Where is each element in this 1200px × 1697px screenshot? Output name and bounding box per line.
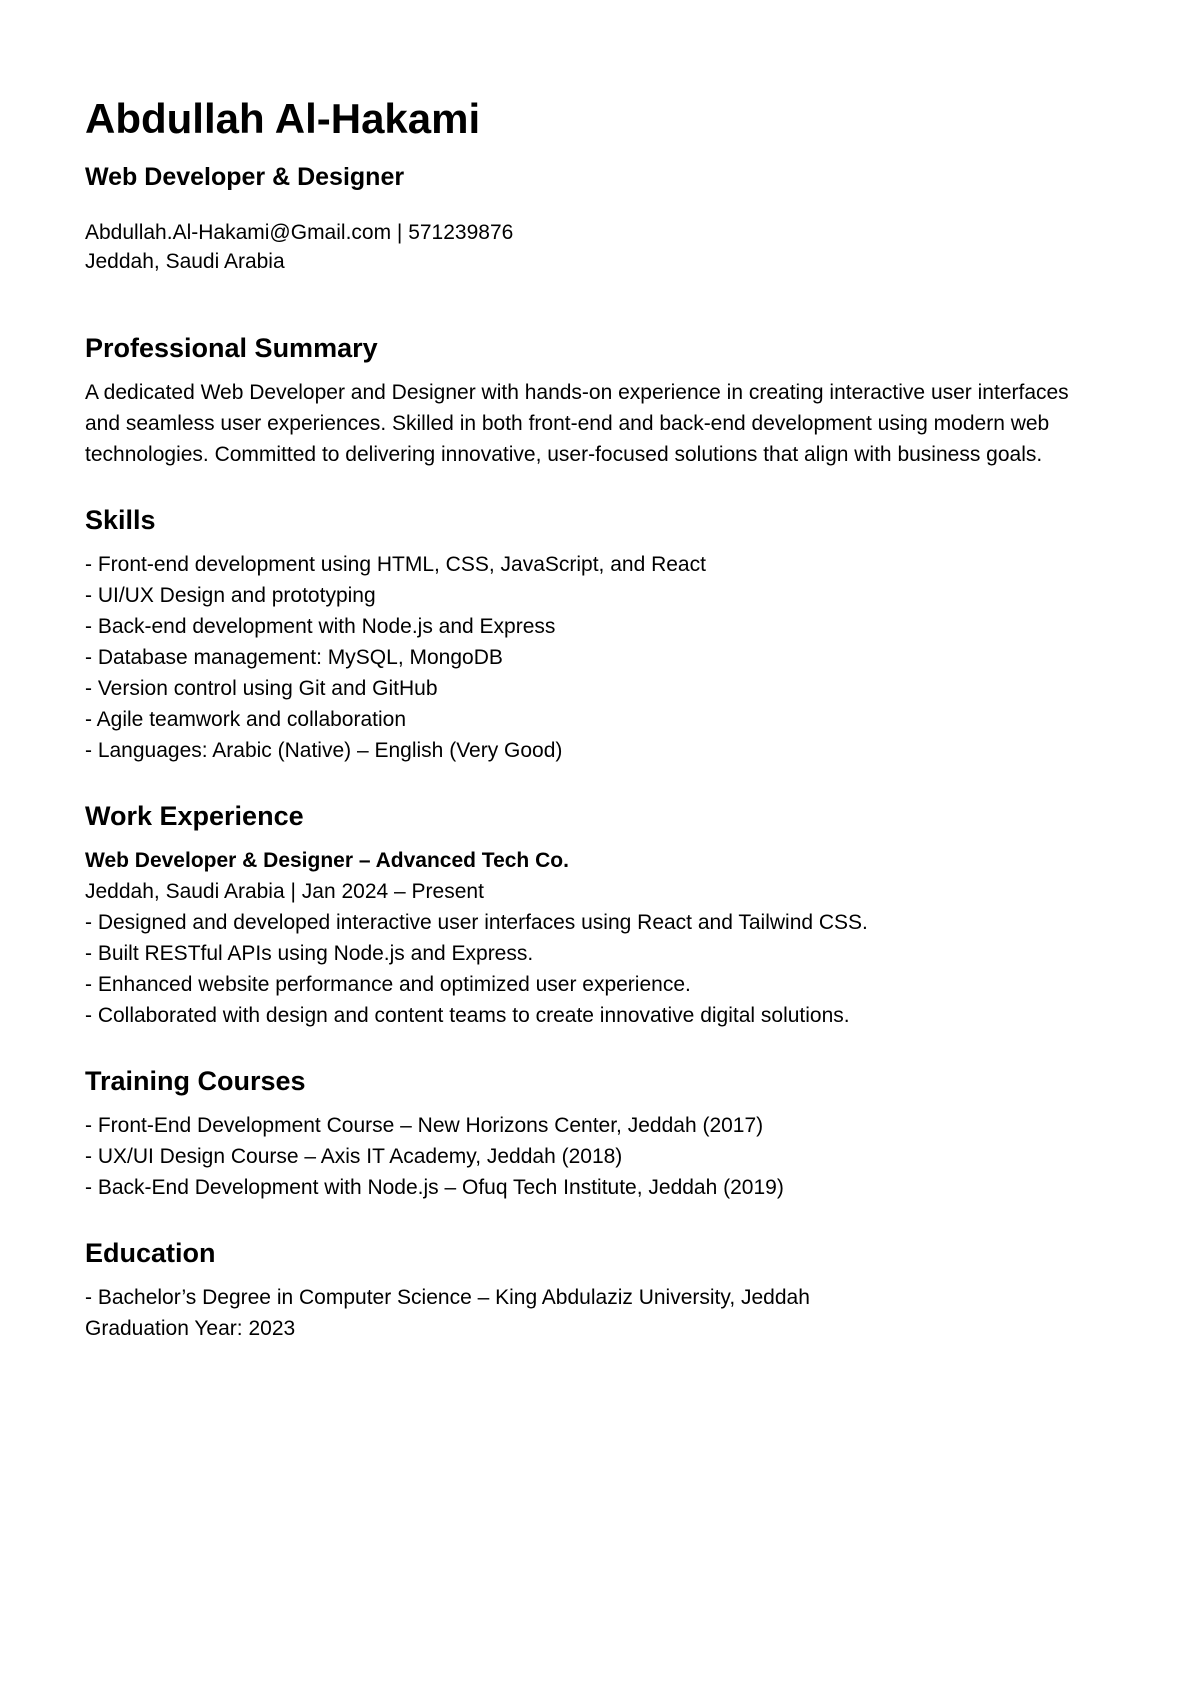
section-professional-summary: [85, 332, 1115, 470]
contact-email-phone: Abdullah.Al-Hakami@Gmail.com | 571239876: [85, 221, 514, 244]
skill-item: - UI/UX Design and prototyping: [85, 584, 376, 607]
training-item: - Back-End Development with Node.js – Ofuq Tech Institute, Jeddah (2019): [85, 1176, 784, 1199]
summary-paragraph: A dedicated Web Developer and Designer with hands-on experience in creating interactive user interfaces and seamless user experiences. Skilled in both front-end and back-end development using modern web technologies. Committed to delivering innovative, user-focused solutions that align with business goals.: [85, 381, 1069, 466]
job-location-dates: Jeddah, Saudi Arabia | Jan 2024 – Present: [85, 880, 484, 903]
training-item: - UX/UI Design Course – Axis IT Academy, Jeddah (2018): [85, 1145, 623, 1168]
job-bullet: - Built RESTful APIs using Node.js and Express.: [85, 942, 534, 965]
job-title: Web Developer & Designer – Advanced Tech Co.: [85, 849, 569, 872]
training-item: - Front-End Development Course – New Horizons Center, Jeddah (2017): [85, 1114, 764, 1137]
skill-item: - Back-end development with Node.js and Express: [85, 615, 556, 638]
job-bullet: - Enhanced website performance and optimized user experience.: [85, 973, 691, 996]
heading-training-courses: Training Courses: [85, 1066, 306, 1096]
job-bullet: - Collaborated with design and content teams to create innovative digital solutions.: [85, 1004, 850, 1027]
heading-education: Education: [85, 1238, 216, 1268]
section-work-experience: [85, 800, 1115, 1031]
section-skills: [85, 504, 1115, 766]
contact-block: [85, 218, 1115, 276]
heading-professional-summary: Professional Summary: [85, 333, 378, 363]
skill-item: - Languages: Arabic (Native) – English (Very Good): [85, 739, 563, 762]
skill-item: - Front-end development using HTML, CSS, JavaScript, and React: [85, 553, 706, 576]
contact-location: Jeddah, Saudi Arabia: [85, 250, 285, 273]
education-degree: - Bachelor’s Degree in Computer Science – King Abdulaziz University, Jeddah: [85, 1286, 810, 1309]
skill-item: - Agile teamwork and collaboration: [85, 708, 407, 731]
section-education: [85, 1237, 1115, 1344]
skill-item: - Database management: MySQL, MongoDB: [85, 646, 503, 669]
candidate-name: Abdullah Al-Hakami: [85, 95, 481, 142]
skill-item: - Version control using Git and GitHub: [85, 677, 438, 700]
section-training-courses: [85, 1065, 1115, 1203]
heading-skills: Skills: [85, 505, 156, 535]
education-graduation-year: Graduation Year: 2023: [85, 1317, 296, 1340]
candidate-role: Web Developer & Designer: [85, 163, 405, 191]
job-bullet: - Designed and developed interactive user interfaces using React and Tailwind CSS.: [85, 911, 868, 934]
heading-work-experience: Work Experience: [85, 801, 304, 831]
